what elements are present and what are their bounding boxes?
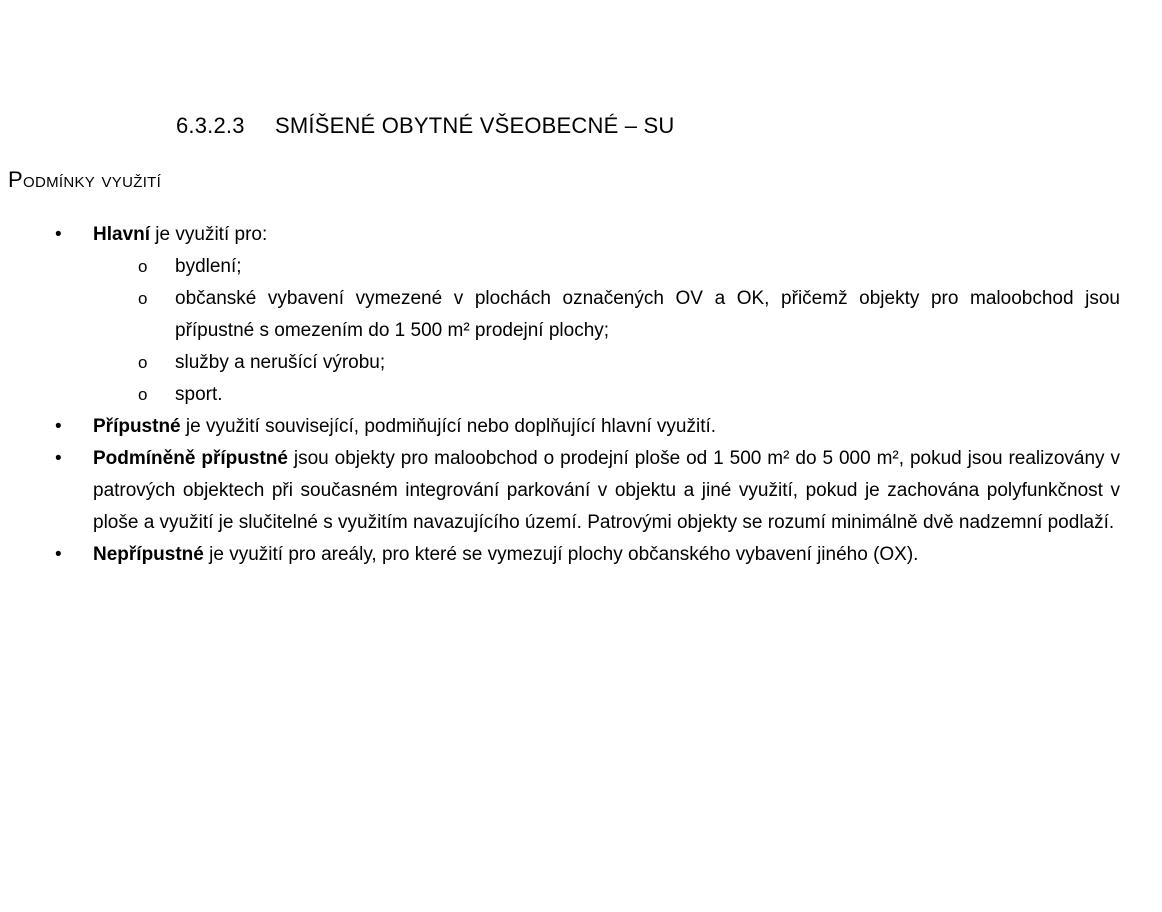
lead-word: Hlavní xyxy=(93,224,151,245)
list-item-hlavni xyxy=(0,219,1162,411)
list-item-obcanske-vybaveni xyxy=(93,283,1120,347)
section-title: SMÍŠENÉ OBYTNÉ VŠEOBECNÉ – SU xyxy=(275,113,675,138)
circle-bullet-icon: o xyxy=(138,385,148,404)
circle-bullet-icon: o xyxy=(138,289,148,308)
list-item-text xyxy=(93,539,1120,571)
item-body: je využití pro areály, pro které se vymezují plochy občanského vybavení jiného (OX). xyxy=(203,544,919,565)
lead-word: Podmíněně přípustné xyxy=(93,448,288,469)
list-item-sluzby xyxy=(93,347,1120,379)
conditions-heading: Podmínky využití xyxy=(8,167,162,192)
conditions-list xyxy=(0,219,1162,571)
list-item-sport xyxy=(93,379,1120,411)
sub-item-text: občanské vybavení vymezené v plochách označených OV a OK, přičemž objekty pro maloobchod jsou přípustné s omezením do 1 500 m² prodejní plochy; xyxy=(175,288,1120,341)
circle-bullet-icon: o xyxy=(138,257,148,276)
list-item-text xyxy=(93,219,1120,251)
list-item-bydleni xyxy=(93,251,1120,283)
item-body: je využití pro: xyxy=(150,224,268,245)
document-page xyxy=(0,112,1162,912)
item-body: je využití související, podmiňující nebo doplňující hlavní využití. xyxy=(180,416,717,437)
bullet-icon: • xyxy=(55,416,62,437)
sub-item-text: sport. xyxy=(175,384,223,405)
sub-item-text: služby a nerušící výrobu; xyxy=(175,352,386,373)
lead-word: Přípustné xyxy=(93,416,181,437)
section-heading xyxy=(176,112,1162,139)
list-item-pripustne xyxy=(0,411,1162,443)
circle-bullet-icon: o xyxy=(138,353,148,372)
sub-item-text: bydlení; xyxy=(175,256,242,277)
hlavni-sublist xyxy=(93,251,1120,411)
list-item-text xyxy=(93,411,1120,443)
list-item-podminene-pripustne xyxy=(0,443,1162,539)
bullet-icon: • xyxy=(55,448,62,469)
list-item-text xyxy=(93,443,1120,539)
section-number: 6.3.2.3 xyxy=(176,113,245,138)
item-body: jsou objekty pro maloobchod o prodejní ploše od 1 500 m² do 5 000 m², pokud jsou realizovány v patrových objektech při současném integrování parkování v objektu a jiné využití, pokud je zachována polyfunkčnost v ploše a využití je slučitelné s využitím navazujícího území. Patrovými objekty se rozumí minimálně dvě nadzemní podlaží. xyxy=(93,448,1120,533)
list-item-nepripustne xyxy=(0,539,1162,571)
bullet-icon: • xyxy=(55,224,62,245)
bullet-icon: • xyxy=(55,544,62,565)
lead-word: Nepřípustné xyxy=(93,544,204,565)
